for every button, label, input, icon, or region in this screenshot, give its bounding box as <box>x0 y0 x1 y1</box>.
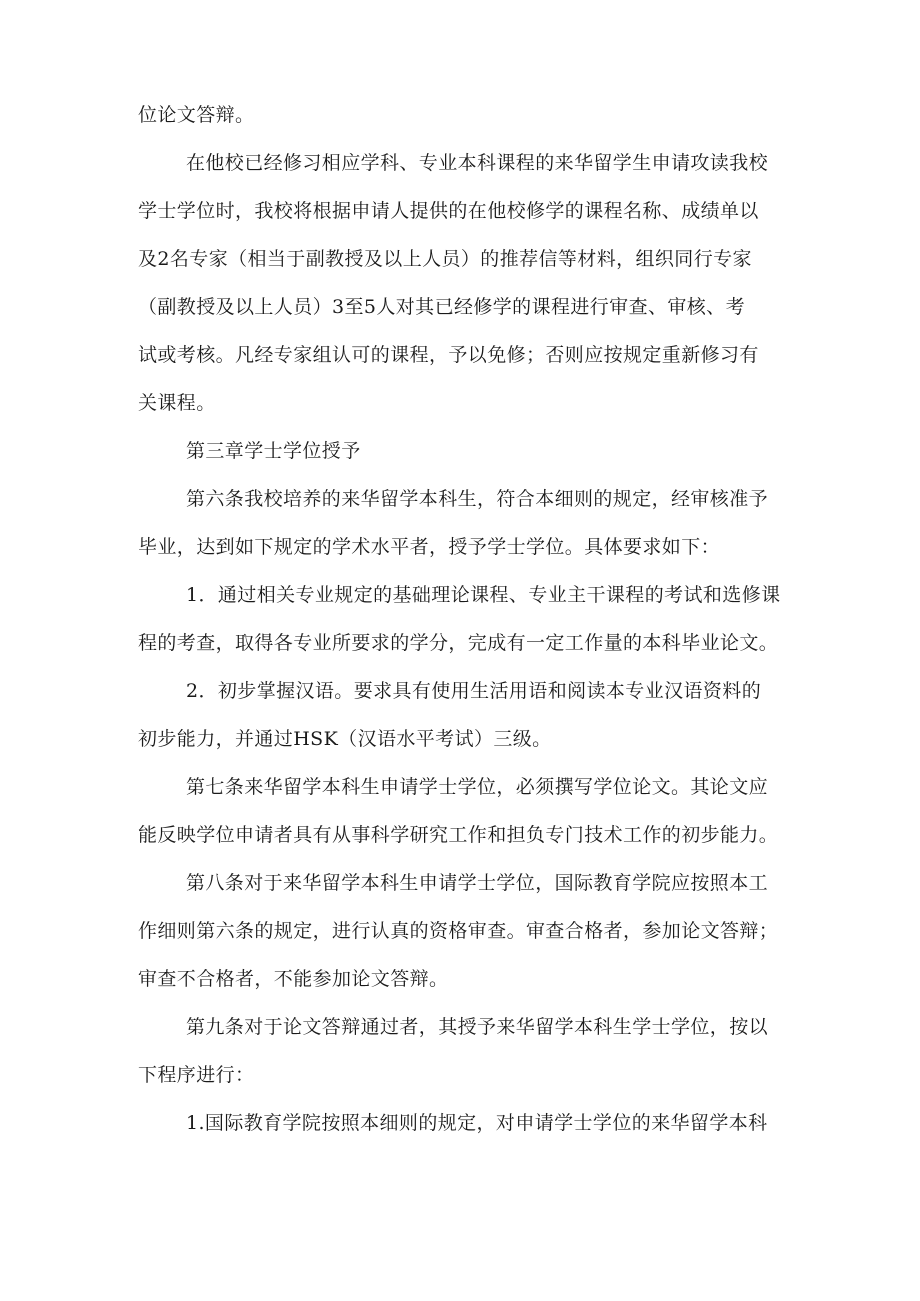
list-item-line: 1．通过相关专业规定的基础理论课程、专业主干课程的考试和选修课 <box>186 584 781 606</box>
text-line: 第七条来华留学本科生申请学士学位，必须撰写学位论文。其论文应 <box>186 776 769 798</box>
text-line: 学士学位时，我校将根据申请人提供的在他校修学的课程名称、成绩单以 <box>138 200 759 222</box>
text-line: 关课程。 <box>138 392 216 414</box>
text-line: 试或考核。凡经专家组认可的课程，予以免修；否则应按规定重新修习有 <box>138 344 759 366</box>
text-line: （副教授及以上人员）3至5人对其已经修学的课程进行审查、审核、考 <box>138 296 745 318</box>
text-line: 及2名专家（相当于副教授及以上人员）的推荐信等材料，组织同行专家 <box>138 248 752 270</box>
text-line: 第六条我校培养的来华留学本科生，符合本细则的规定，经审核准予 <box>186 488 769 510</box>
text-line: 第九条对于论文答辩通过者，其授予来华留学本科生学士学位，按以 <box>186 1016 769 1038</box>
text-line: 第八条对于来华留学本科生申请学士学位，国际教育学院应按照本工 <box>186 872 769 894</box>
text-line: 在他校已经修习相应学科、专业本科课程的来华留学生申请攻读我校 <box>186 152 769 174</box>
text-line: 作细则第六条的规定，进行认真的资格审查。审查合格者，参加论文答辩； <box>138 920 779 942</box>
text-line: 位论文答辩。 <box>138 104 255 126</box>
text-line: 审查不合格者，不能参加论文答辩。 <box>138 968 449 990</box>
list-item-line: 1.国际教育学院按照本细则的规定，对申请学士学位的来华留学本科 <box>186 1112 768 1134</box>
list-item-line: 程的考查，取得各专业所要求的学分，完成有一定工作量的本科毕业论文。 <box>138 632 779 654</box>
text-line: 能反映学位申请者具有从事科学研究工作和担负专门技术工作的初步能力。 <box>138 824 779 846</box>
list-item-line: 初步能力，并通过HSK（汉语水平考试）三级。 <box>138 728 552 750</box>
chapter-heading: 第三章学士学位授予 <box>186 440 361 462</box>
text-line: 毕业，达到如下规定的学术水平者，授予学士学位。具体要求如下： <box>138 536 721 558</box>
list-item-line: 2．初步掌握汉语。要求具有使用生活用语和阅读本专业汉语资料的 <box>186 680 762 702</box>
text-line: 下程序进行： <box>138 1064 255 1086</box>
